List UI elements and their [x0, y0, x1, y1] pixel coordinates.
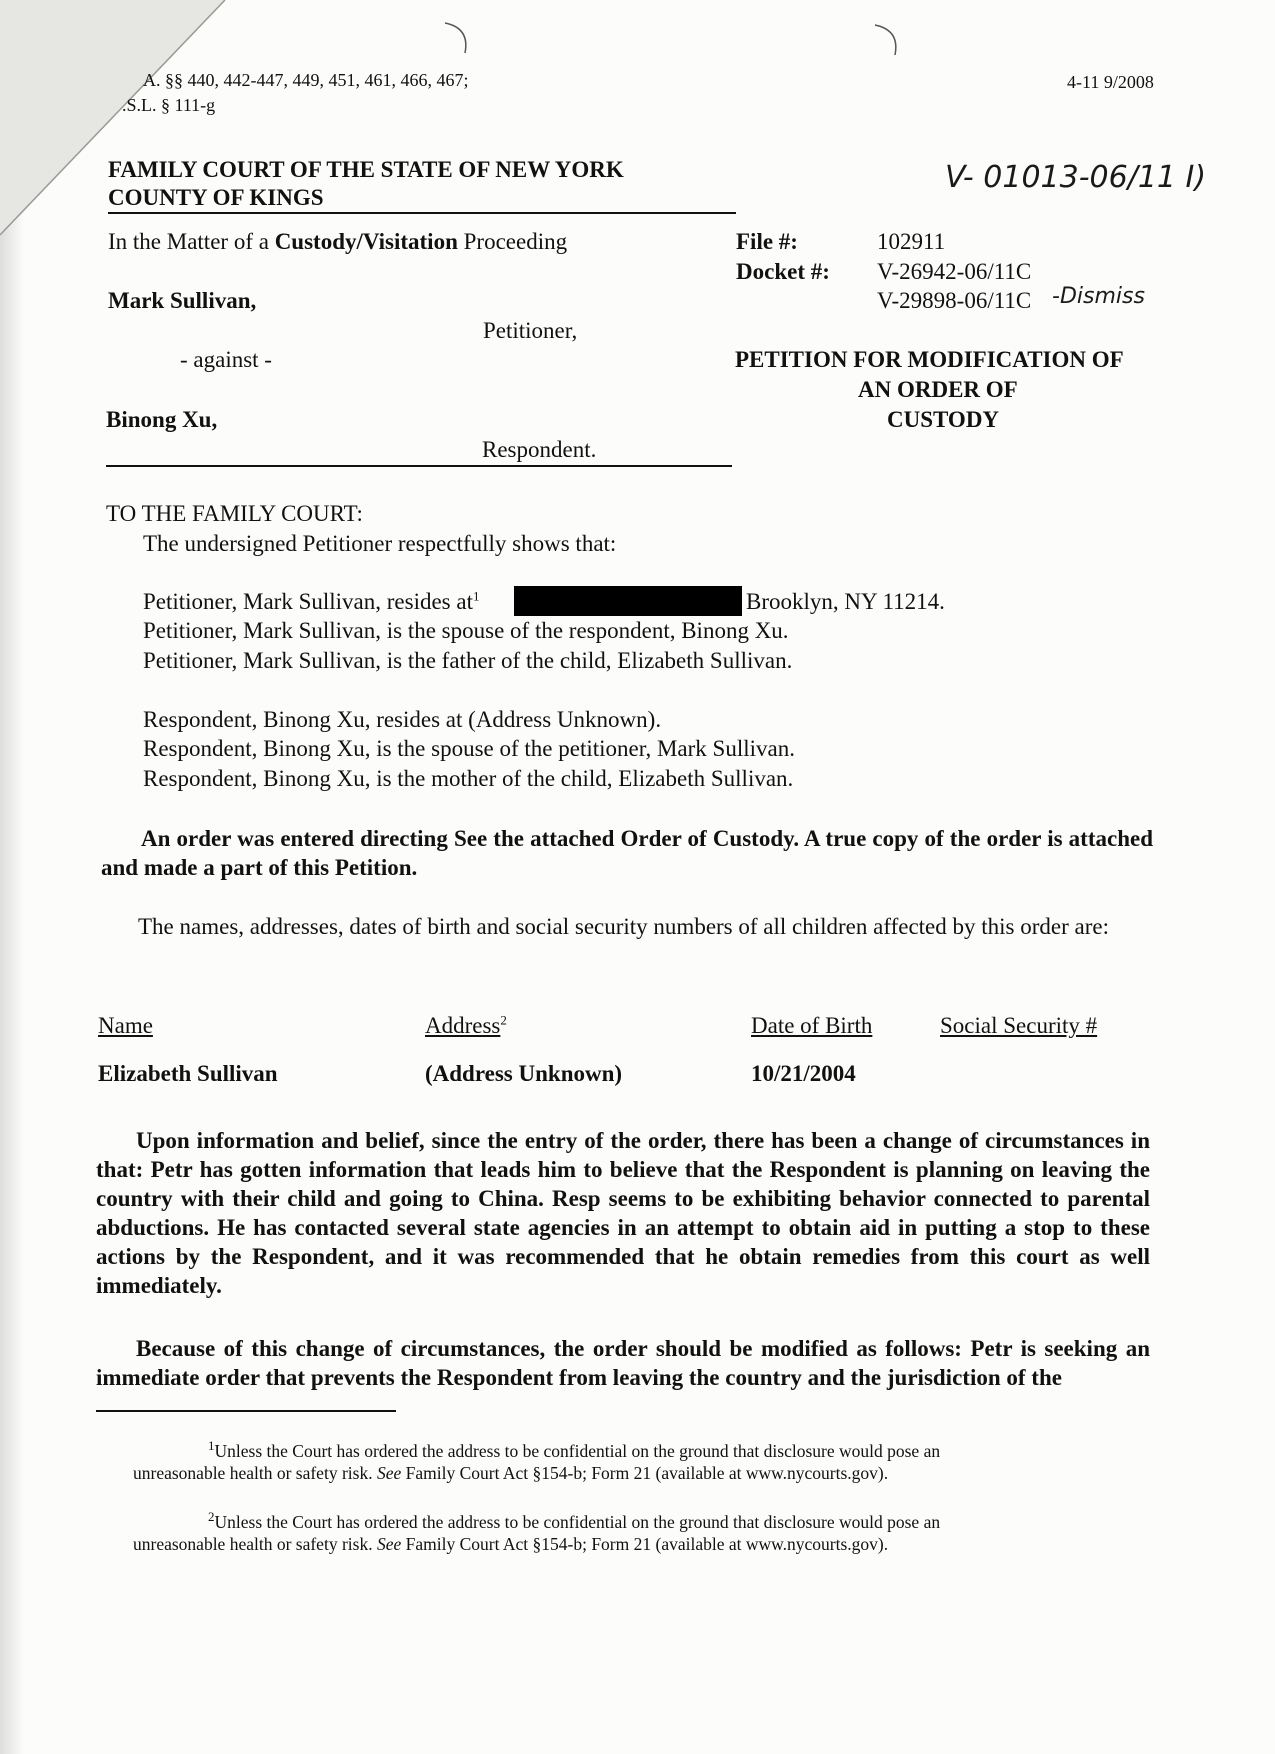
- petitioner-spouse-statement: Petitioner, Mark Sullivan, is the spouse of the respondent, Binong Xu.: [143, 618, 789, 643]
- respondent-name: Binong Xu,: [106, 407, 218, 432]
- child-dob: 10/21/2004: [751, 1061, 856, 1086]
- form-number: 4-11 9/2008: [1067, 72, 1154, 92]
- modification-paragraph: Because of this change of circumstances, the order should be modified as follows: Petr is seeking an immediate order that prevents the Respondent from leaving the country and the jurisdiction of the: [96, 1336, 1150, 1390]
- intro-statement: The undersigned Petitioner respectfully shows that:: [143, 531, 617, 556]
- table-header-name: Name: [98, 1013, 153, 1038]
- footnote-1-text-1: Unless the Court has ordered the address to be confidential on the ground that disclosure would pose an: [214, 1441, 941, 1461]
- footnote-2-text-2b: Family Court Act §154-b; Form 21 (available at www.nycourts.gov).: [405, 1534, 889, 1554]
- file-label: File #:: [736, 229, 798, 254]
- petition-title-line-2: AN ORDER OF: [858, 377, 1018, 402]
- footnote-2-see: See: [376, 1534, 402, 1554]
- table-header-ssn: Social Security #: [940, 1013, 1098, 1038]
- footnote-1-text-2b: Family Court Act §154-b; Form 21 (available at www.nycourts.gov).: [405, 1463, 889, 1483]
- child-address: (Address Unknown): [425, 1061, 623, 1086]
- caption-rule-bottom: [106, 465, 732, 467]
- petitioner-residence-city: Brooklyn, NY 11214.: [746, 589, 945, 614]
- statute-line-1: A. §§ 440, 442-447, 449, 451, 461, 466, 467;: [143, 70, 469, 90]
- respondent-label: Respondent.: [482, 437, 597, 462]
- footnote-1-line-1: [208, 1440, 940, 1462]
- matter-line: [108, 228, 567, 256]
- petitioner-father-statement: Petitioner, Mark Sullivan, is the father of the child, Elizabeth Sullivan.: [143, 648, 793, 673]
- footnote-2-line-1: [208, 1511, 940, 1533]
- footnote-2-marker: 2: [208, 1509, 215, 1525]
- court-name: FAMILY COURT OF THE STATE OF NEW YORK: [108, 157, 624, 182]
- order-entered-paragraph: An order was entered directing See the attached Order of Custody. A true copy of the order is attached and made a part of this Petition.: [101, 826, 1153, 880]
- footnote-1-text-2a: unreasonable health or safety risk.: [133, 1463, 373, 1483]
- table-header-dob: Date of Birth: [751, 1013, 873, 1038]
- redacted-address-block: [514, 586, 742, 616]
- petitioner-residence-line: [143, 588, 479, 616]
- petitioner-label: Petitioner,: [483, 318, 578, 343]
- docket-value-2: V-29898-06/11C: [877, 288, 1032, 313]
- matter-type: Custody/Visitation: [274, 229, 458, 254]
- petitioner-residence-prefix: Petitioner, Mark Sullivan, resides at: [143, 589, 473, 614]
- footnote-2-text-2a: unreasonable health or safety risk.: [133, 1534, 373, 1554]
- petition-title-line-3: CUSTODY: [887, 407, 1000, 432]
- respondent-spouse-statement: Respondent, Binong Xu, is the spouse of the petitioner, Mark Sullivan.: [143, 736, 795, 761]
- respondent-mother-statement: Respondent, Binong Xu, is the mother of the child, Elizabeth Sullivan.: [143, 766, 794, 791]
- change-of-circumstances-paragraph: Upon information and belief, since the entry of the order, there has been a change of circumstances in that: Petr has gotten information that leads him to believe that the Respondent is planning on leaving the country with their child and going to China. Resp seems to be exhibiting behavior connected to parental abductions. He has contacted several state agencies in an attempt to obtain aid in putting a stop to these actions by the Respondent, and it was recommended that he obtain remedies from this court as well immediately.: [96, 1128, 1150, 1298]
- footnote-ref-2: 2: [500, 1012, 507, 1028]
- statute-line-2: .S.L. § 111-g: [122, 95, 216, 115]
- footnote-1-line-2: [133, 1462, 888, 1484]
- scan-edge-shadow: [0, 0, 24, 1754]
- to-the-court: TO THE FAMILY COURT:: [106, 501, 363, 526]
- child-name: Elizabeth Sullivan: [98, 1061, 278, 1086]
- court-county: COUNTY OF KINGS: [108, 185, 324, 210]
- handwritten-docket-number: V- 01013-06/11 I): [945, 160, 1207, 195]
- table-header-address-cell: [425, 1012, 507, 1040]
- footnote-2-line-2: [133, 1533, 888, 1555]
- petition-title-line-1: PETITION FOR MODIFICATION OF: [735, 347, 1124, 372]
- against-label: - against -: [180, 347, 272, 372]
- respondent-residence-statement: Respondent, Binong Xu, resides at (Address Unknown).: [143, 707, 662, 732]
- footnote-separator: [96, 1410, 396, 1412]
- punch-hole-mark-left: [440, 18, 480, 58]
- file-value: 102911: [877, 229, 946, 254]
- table-header-address: Address: [425, 1013, 501, 1038]
- docket-label: Docket #:: [736, 259, 830, 284]
- footnote-2-text-1: Unless the Court has ordered the address to be confidential on the ground that disclosure would pose an: [214, 1512, 941, 1532]
- matter-prefix: In the Matter of a: [108, 229, 269, 254]
- footnote-ref-1: 1: [472, 588, 480, 604]
- petitioner-name: Mark Sullivan,: [108, 288, 257, 313]
- handwritten-dismiss-note: -Dismiss: [1052, 284, 1145, 309]
- footnote-1-see: See: [376, 1463, 402, 1483]
- punch-hole-mark-right: [870, 20, 910, 60]
- matter-suffix: Proceeding: [463, 229, 568, 254]
- footnote-1-marker: 1: [208, 1438, 215, 1454]
- children-intro-paragraph: The names, addresses, dates of birth and social security numbers of all children affected by this order are:: [138, 914, 1109, 939]
- docket-value-1: V-26942-06/11C: [877, 259, 1032, 284]
- caption-rule-top: [108, 212, 736, 214]
